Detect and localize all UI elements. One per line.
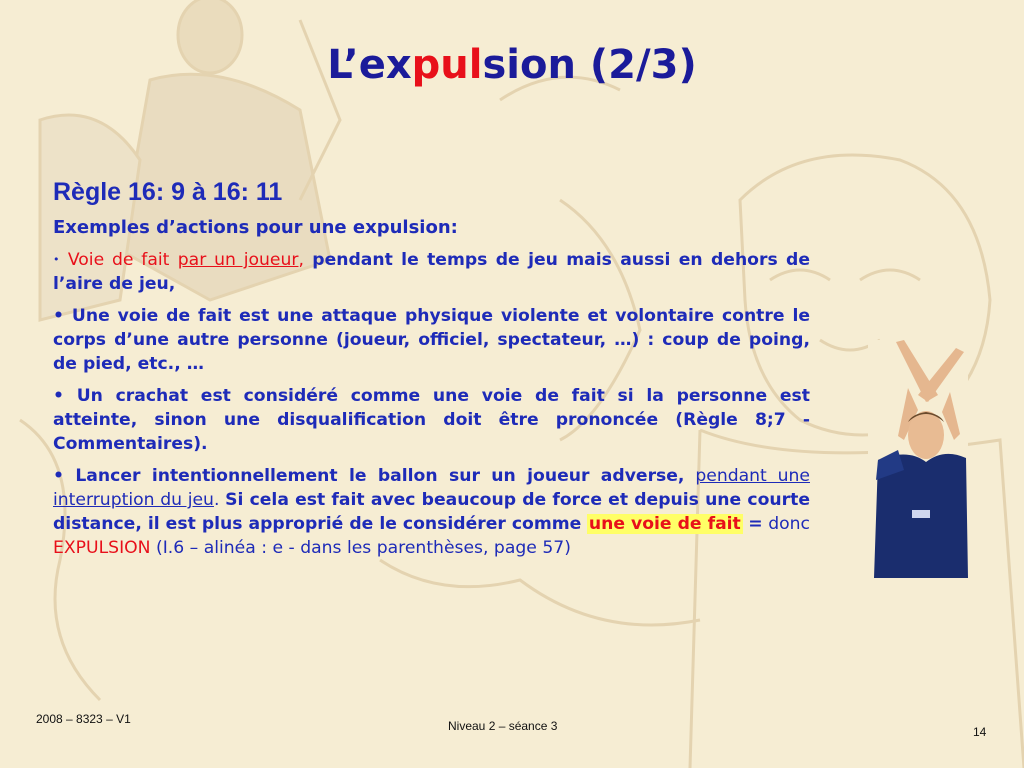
footer-session: Niveau 2 – séance 3 xyxy=(448,719,558,733)
expulsion-keyword: EXPULSION xyxy=(53,538,151,558)
title-highlight: pul xyxy=(411,42,483,88)
bullet-4: • Lancer intentionnellement le ballon sur un joueur adverse, pendant une interruption du jeu. Si cela est fait avec beaucoup de force et depuis une courte distance, il est plus approprié de le considérer comme une voie de fait = donc EXPULSION (I.6 – alinéa : e - dans les parenthèses, page 57) xyxy=(53,466,810,558)
page-number: 14 xyxy=(973,725,987,739)
footer-reference: 2008 – 8323 – V1 xyxy=(36,712,131,726)
slide-content xyxy=(53,178,810,568)
highlight-voie-de-fait: une voie de fait xyxy=(588,514,741,534)
rule-reference: Règle 16: 9 à 16: 11 xyxy=(53,178,283,206)
bullet-1: • Voie de fait par un joueur, pendant le temps de jeu mais aussi en dehors de l’aire de jeu, xyxy=(53,250,811,294)
referee-gesture-image xyxy=(868,340,968,578)
bullet-marker: • xyxy=(53,253,60,266)
slide-title: L’expulsion (2/3) xyxy=(327,42,697,88)
bullet-2: • Une voie de fait est une attaque physique violente et volontaire contre le corps d’une autre personne (joueur, officiel, spectateur, …) : coup de poing, de pied, etc., … xyxy=(53,306,810,374)
examples-heading: Exemples d’actions pour une expulsion: xyxy=(53,217,458,238)
bullet-3: • Un crachat est considéré comme une voie de fait si la personne est atteinte, sinon une disqualification doit être prononcée (Règle 8;7 - Commentaires). xyxy=(53,386,810,454)
